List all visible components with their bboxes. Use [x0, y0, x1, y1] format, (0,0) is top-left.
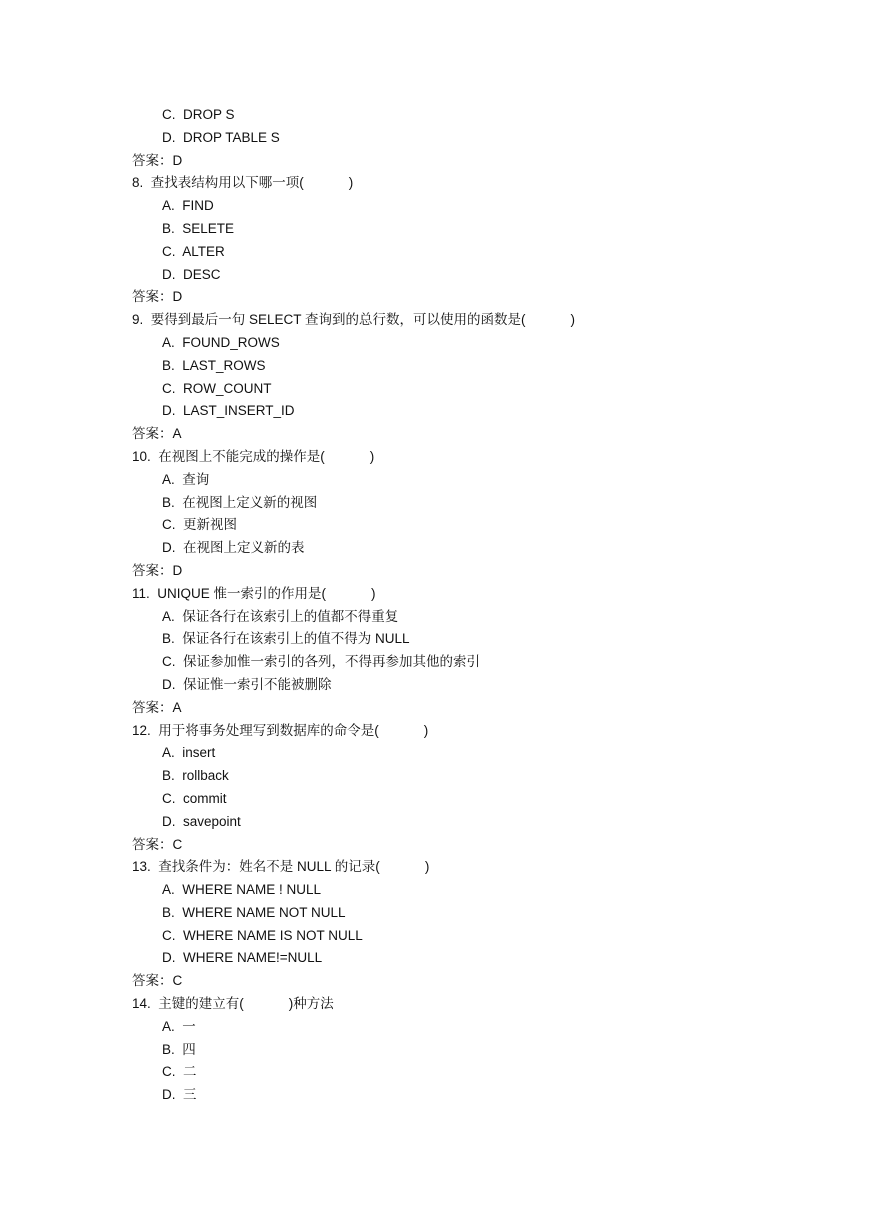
option-b: B. rollback — [162, 768, 229, 784]
option-c: C. 更新视图 — [162, 517, 238, 533]
option-b: B. 四 — [162, 1041, 196, 1057]
option-c: C. DROP S — [162, 107, 235, 122]
option-b: B. 在视图上定义新的视图 — [162, 494, 318, 510]
option-d: D. WHERE NAME!=NULL — [162, 950, 323, 966]
question-11 — [0, 583, 869, 720]
option-d: D. 在视图上定义新的表 — [162, 540, 305, 556]
option-a: A. 一 — [162, 1018, 196, 1034]
option-a: A. insert — [162, 745, 216, 761]
answer-line: 答案：A — [132, 426, 182, 442]
question-12 — [0, 720, 869, 857]
option-d: D. 三 — [162, 1087, 197, 1103]
option-d: D. DROP TABLE S — [162, 129, 280, 145]
answer-line: 答案：C — [132, 973, 183, 989]
question-text: 12. 用于将事务处理写到数据库的命令是( ) — [132, 722, 429, 738]
option-b: B. SELETE — [162, 220, 235, 236]
answer-line: 答案：D — [132, 152, 183, 168]
partial-question — [0, 104, 869, 172]
option-b: B. 保证各行在该索引上的值不得为 NULL — [162, 631, 410, 647]
question-text: 8. 查找表结构用以下哪一项( ) — [132, 175, 354, 191]
option-d: D. 保证惟一索引不能被删除 — [162, 676, 332, 692]
question-9 — [0, 309, 869, 446]
option-a: A. FIND — [162, 198, 214, 214]
question-14 — [0, 993, 869, 1107]
question-text: 13. 查找条件为：姓名不是 NULL 的记录( ) — [132, 859, 430, 875]
option-a: A. FOUND_ROWS — [162, 334, 280, 350]
question-10 — [0, 446, 869, 583]
option-d: D. LAST_INSERT_ID — [162, 403, 295, 419]
question-text: 11. UNIQUE 惟一索引的作用是( ) — [132, 585, 376, 601]
answer-line: 答案：D — [132, 289, 183, 305]
option-c: C. 保证参加惟一索引的各列，不得再参加其他的索引 — [162, 654, 481, 670]
option-c: C. commit — [162, 790, 227, 806]
option-c: C. ROW_COUNT — [162, 380, 272, 396]
option-c: C. 二 — [162, 1064, 197, 1080]
document-page — [0, 104, 869, 1107]
option-a: A. 保证各行在该索引上的值都不得重复 — [162, 608, 399, 624]
option-c: C. WHERE NAME IS NOT NULL — [162, 927, 363, 943]
answer-line: 答案：A — [132, 699, 182, 715]
question-8 — [0, 172, 869, 309]
question-text: 14. 主键的建立有( )种方法 — [132, 996, 334, 1012]
option-d: D. savepoint — [162, 813, 241, 829]
option-a: A. WHERE NAME ! NULL — [162, 882, 322, 898]
option-b: B. LAST_ROWS — [162, 357, 266, 373]
option-a: A. 查询 — [162, 471, 210, 487]
question-text: 9. 要得到最后一句 SELECT 查询到的总行数，可以使用的函数是( ) — [132, 312, 576, 328]
option-c: C. ALTER — [162, 243, 225, 259]
answer-line: 答案：C — [132, 836, 183, 852]
answer-line: 答案：D — [132, 562, 183, 578]
question-13 — [0, 856, 869, 993]
option-b: B. WHERE NAME NOT NULL — [162, 904, 346, 920]
question-text: 10. 在视图上不能完成的操作是( ) — [132, 448, 375, 464]
option-d: D. DESC — [162, 266, 221, 282]
